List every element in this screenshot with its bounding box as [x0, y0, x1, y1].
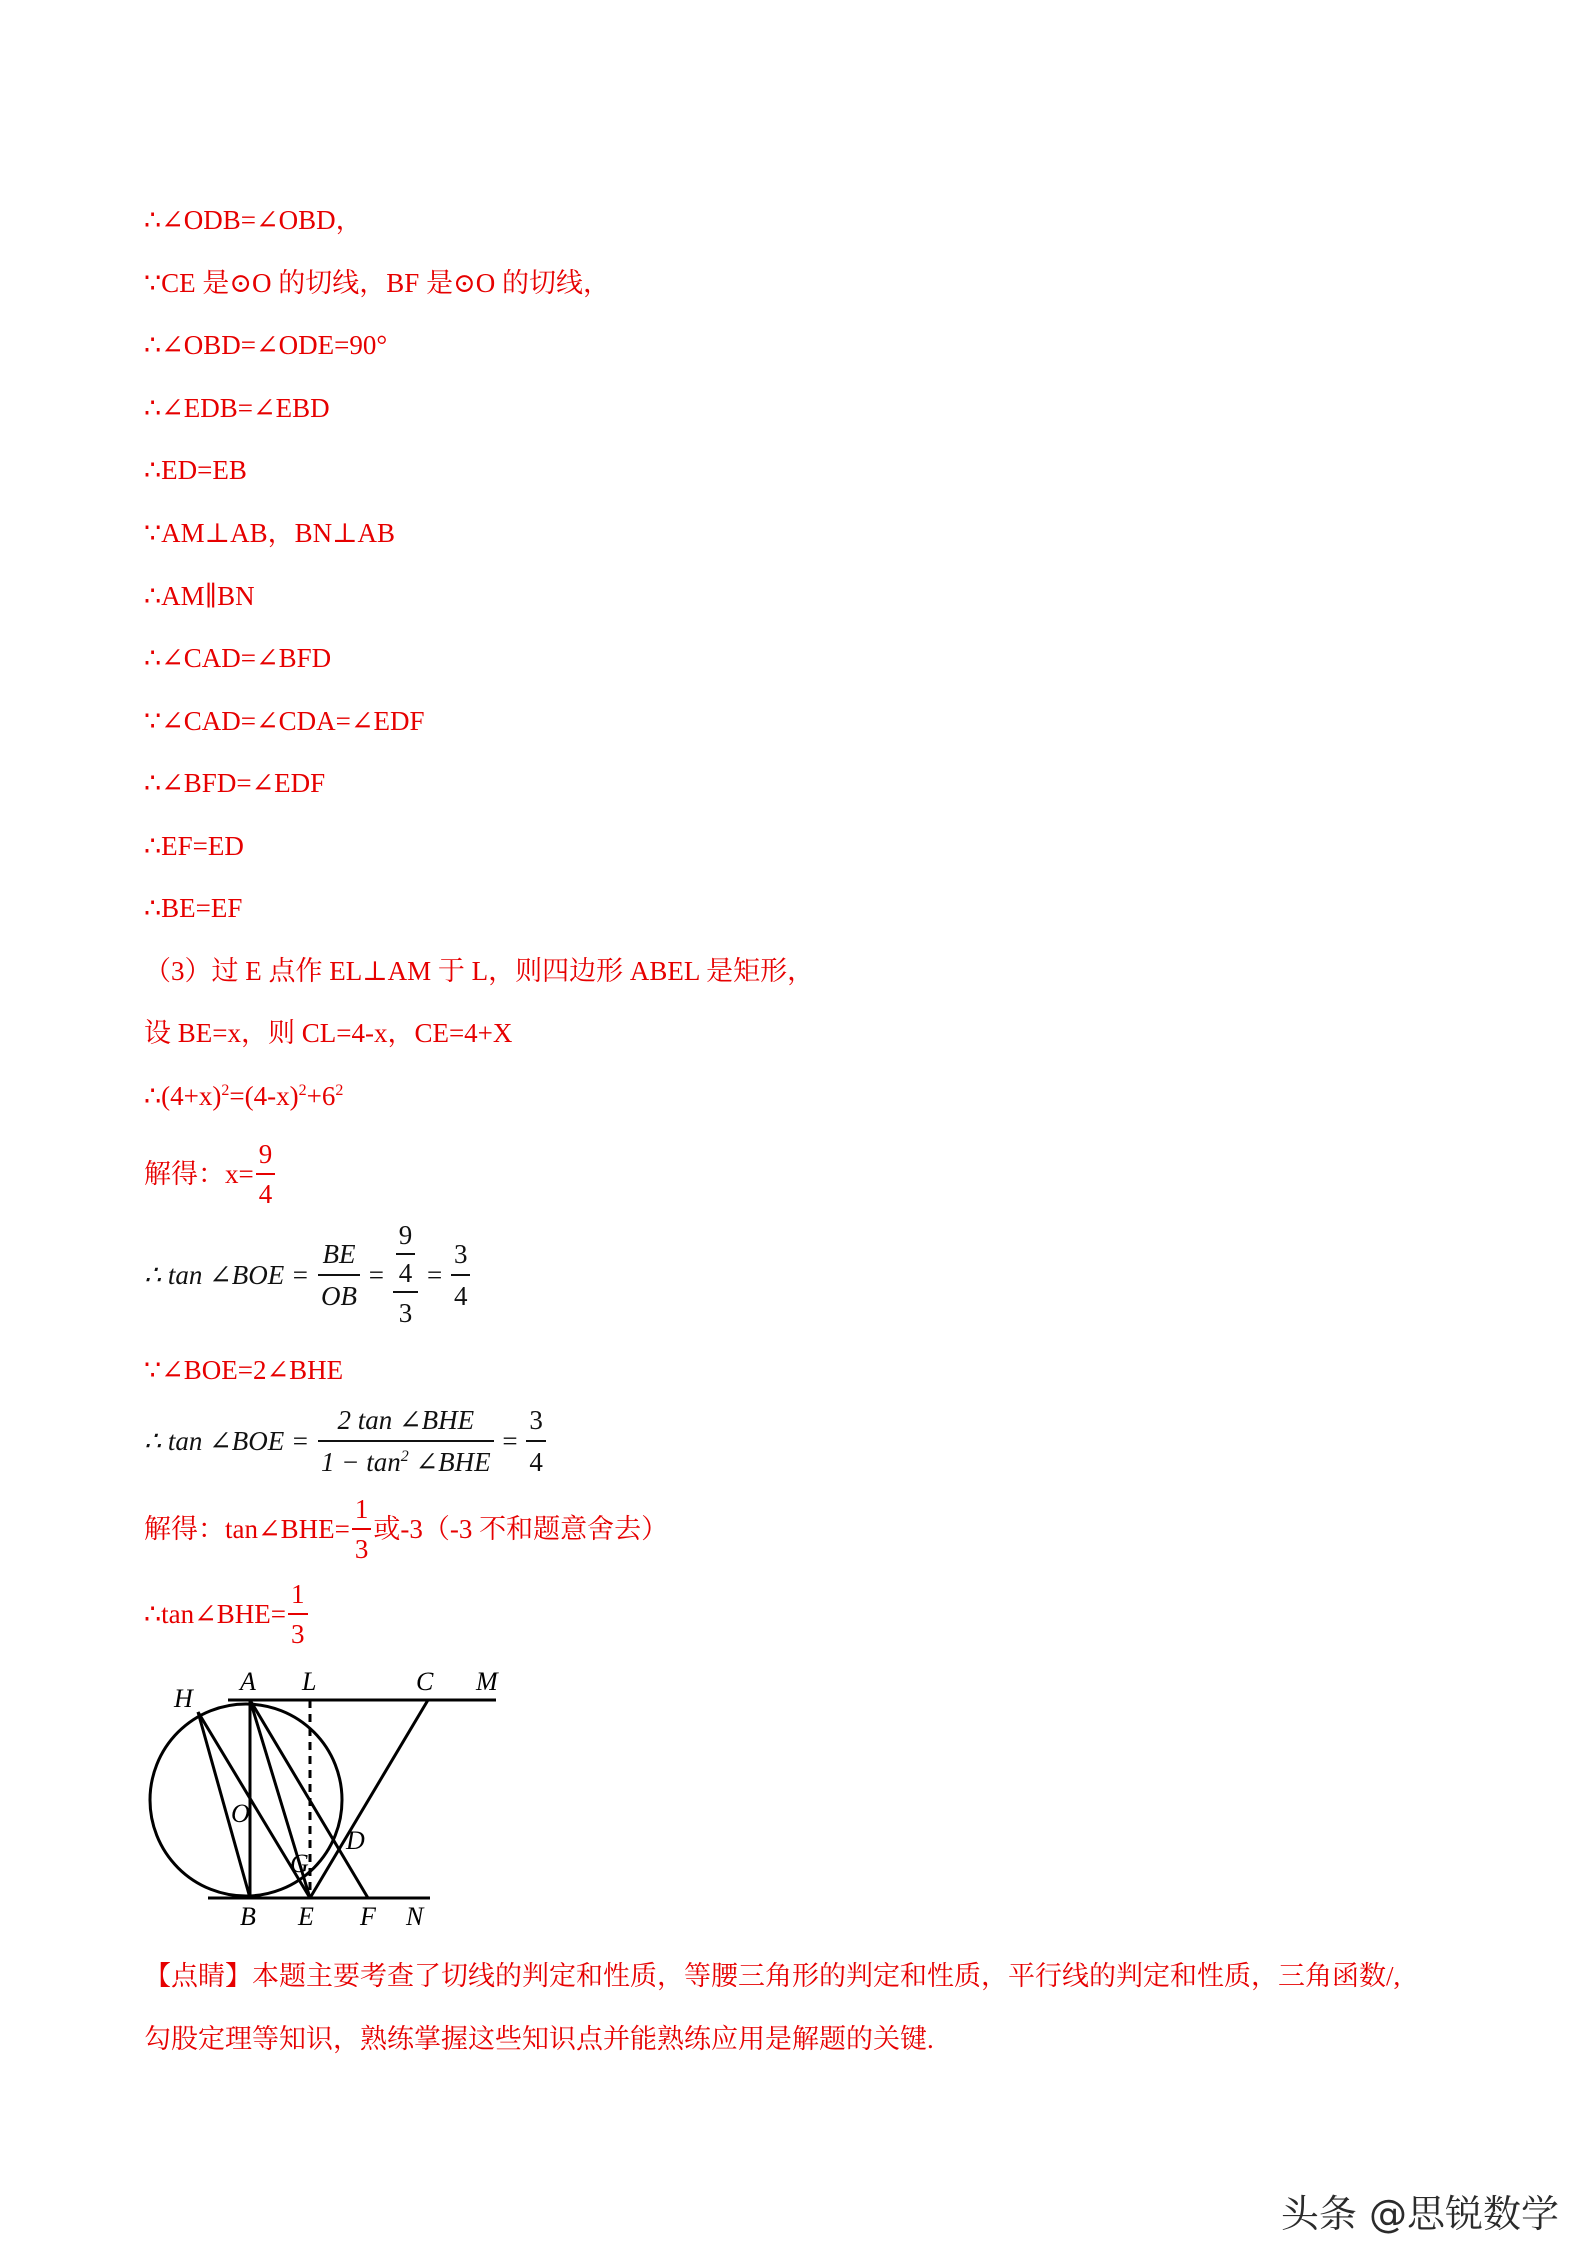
tan-boe-equation-2: ∴ tan ∠BOE = $\frac{\text{2 tan ∠BHE}}{1 - \tan^2 \angle BHE}$ = $\frac{3}{4}$ — [144, 1400, 548, 1482]
fraction-be-ob: $\frac{BE}{OB}$ — [318, 1234, 360, 1316]
proof-line-5: ∴ED=EB — [144, 455, 247, 485]
fraction-1-3: $\frac{1}{3}$ — [352, 1490, 372, 1568]
proof-line-10: ∴∠BFD=∠EDF — [144, 768, 326, 798]
proof-line-6: ∵AM⊥AB，BN⊥AB — [144, 518, 395, 548]
label-g: G — [290, 1849, 309, 1878]
line-ce — [310, 1700, 428, 1898]
label-c: C — [416, 1667, 434, 1696]
proof-line-8: ∴∠CAD=∠BFD — [144, 643, 332, 673]
label-d: D — [346, 1826, 365, 1855]
fraction-3-4-b: $\frac{3}{4}$ — [526, 1400, 546, 1482]
proof-line-7: ∴AM∥BN — [144, 581, 255, 611]
watermark: 头条 @思锐数学 — [1280, 2192, 1559, 2236]
final-tan-line: ∴tan∠BHE= $\frac{1}{3}$ — [144, 1575, 310, 1653]
proof-line-3: ∴∠OBD=∠ODE=90° — [144, 330, 388, 360]
fraction-double-angle: $\frac{\text{2 tan ∠BHE}}{1 - \tan^2 \angle BHE}$ — [318, 1400, 494, 1482]
tan-boe-equation-1: ∴ tan ∠BOE = $\frac{BE}{OB}$ = $\frac{\frac{9}{4}}{3}$ = $\frac{3}{4}$ — [144, 1217, 472, 1333]
label-m: M — [476, 1667, 498, 1696]
proof-line-13: （3）过 E 点作 EL⊥AM 于 L，则四边形 ABEL 是矩形， — [144, 956, 815, 986]
label-n: N — [406, 1902, 424, 1930]
fraction-x: $\frac{9}{4}$ — [256, 1135, 276, 1213]
proof-line-11: ∴EF=ED — [144, 831, 244, 861]
label-l: L — [302, 1667, 317, 1696]
label-h: H — [174, 1684, 193, 1713]
summary-line-1: 【点睛】本题主要考查了切线的判定和性质，等腰三角形的判定和性质，平行线的判定和性质，三角函数/, — [144, 1961, 1401, 1991]
geometry-figure — [140, 1660, 520, 1930]
solve-tan-line: 解得：tan∠BHE= $\frac{1}{3}$ 或-3（-3 不和题意舍去） — [144, 1490, 668, 1568]
boe-double-angle-line: ∵∠BOE=2∠BHE — [144, 1355, 344, 1385]
label-f: F — [360, 1902, 376, 1930]
solve-x-line: 解得：x= $\frac{9}{4}$ — [144, 1135, 277, 1213]
fraction-1-3-final: $\frac{1}{3}$ — [288, 1575, 308, 1653]
label-o: O — [231, 1799, 250, 1828]
proof-line-9: ∵∠CAD=∠CDA=∠EDF — [144, 706, 425, 736]
label-e: E — [298, 1902, 314, 1930]
proof-line-12: ∴BE=EF — [144, 893, 243, 923]
figure-lines — [150, 1700, 496, 1898]
proof-line-1: ∴∠ODB=∠OBD， — [144, 205, 363, 235]
label-a: A — [240, 1667, 256, 1696]
fraction-3-4: $\frac{3}{4}$ — [451, 1234, 471, 1316]
summary-tag: 【点睛】 — [144, 1961, 252, 1991]
proof-line-4: ∴∠EDB=∠EBD — [144, 393, 330, 423]
pythagoras-equation: $\therefore(4+x)^2=(4-x)^2+6^2$ — [144, 1081, 344, 1111]
summary-line-2: 勾股定理等知识，熟练掌握这些知识点并能熟练应用是解题的关键. — [144, 2024, 934, 2054]
label-b: B — [240, 1902, 256, 1930]
proof-line-2: ∵CE 是⊙O 的切线，BF 是⊙O 的切线， — [144, 268, 610, 298]
proof-line-14: 设 BE=x，则 CL=4-x，CE=4+X — [144, 1018, 513, 1048]
fraction-nested: $\frac{\frac{9}{4}}{3}$ — [393, 1217, 419, 1333]
